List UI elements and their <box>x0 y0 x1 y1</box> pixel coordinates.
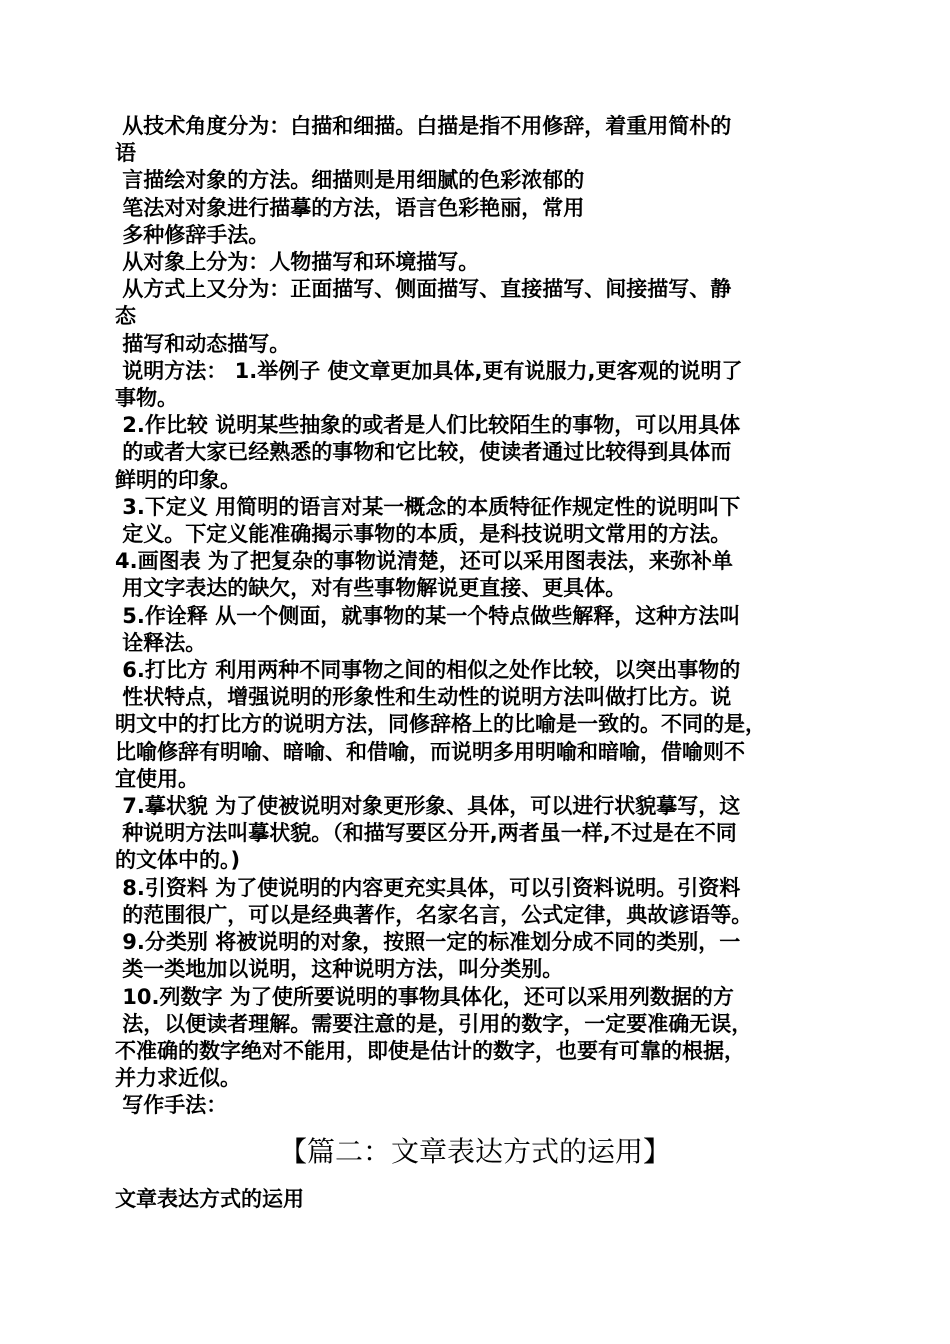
text-line: 4.画图表 为了把复杂的事物说清楚，还可以采用图表法，来弥补单 <box>115 549 733 574</box>
text-line: 从对象上分为：人物描写和环境描写。 <box>115 250 480 275</box>
text-line: 明文中的打比方的说明方法，同修辞格上的比喻是一致的。不同的是， <box>115 712 766 737</box>
text-line: 种说明方法叫摹状貌。（和描写要区分开,两者虽一样,不过是在不同 <box>115 821 737 846</box>
text-line: 不准确的数字绝对不能用，即使是估计的数字，也要有可靠的根据， <box>115 1038 745 1063</box>
text-line: 从技术角度分为：白描和细描。白描是指不用修辞，着重用简朴的 <box>115 114 732 138</box>
text-line: 诠释法。 <box>115 630 207 655</box>
text-line: 描写和动态描写。 <box>115 331 291 356</box>
text-line: 用文字表达的缺欠，对有些事物解说更直接、更具体。 <box>115 576 627 601</box>
text-line: 多种修辞手法。 <box>115 222 270 247</box>
text-line: 的范围很广，可以是经典著作，名家名言，公式定律，典故谚语等。 <box>115 902 753 927</box>
text-line: 的文体中的。) <box>115 848 241 873</box>
text-line: 3.下定义 用简明的语言对某一概念的本质特征作规定性的说明叫下 <box>115 494 741 519</box>
text-line: 鲜明的印象。 <box>115 467 241 492</box>
text-line: 2.作比较 说明某些抽象的或者是人们比较陌生的事物，可以用具体 <box>115 413 741 438</box>
text-line: 10.列数字 为了使所要说明的事物具体化，还可以采用列数据的方 <box>115 984 734 1009</box>
text-line: 6.打比方 利用两种不同事物之间的相似之处作比较，以突出事物的 <box>115 658 741 683</box>
text-line: 定义。下定义能准确揭示事物的本质，是科技说明文常用的方法。 <box>115 522 732 547</box>
text-line: 言描绘对象的方法。细描则是用细腻的色彩浓郁的 <box>115 168 585 193</box>
text-line: 法，以便读者理解。需要注意的是，引用的数字，一定要准确无误， <box>115 1011 753 1036</box>
section-heading: 【篇二：文章表达方式的运用】 <box>278 1135 671 1168</box>
text-line: 8.引资料 为了使说明的内容更充实具体，可以引资料说明。引资料 <box>115 875 741 900</box>
body-text <box>115 113 845 1120</box>
text-line: 语 <box>115 141 136 166</box>
text-line: 态 <box>115 304 136 329</box>
text-line: 事物。 <box>115 386 178 411</box>
text-line: 9.分类别 将被说明的对象，按照一定的标准划分成不同的类别，一 <box>115 930 741 955</box>
text-line: 笔法对对象进行描摹的方法，语言色彩艳丽，常用 <box>115 195 585 220</box>
text-line: 说明方法： 1.举例子 使文章更加具体,更有说服力,更客观的说明了 <box>115 358 743 383</box>
text-line: 写作手法： <box>115 1093 228 1118</box>
text-line: 7.摹状貌 为了使被说明对象更形象、具体，可以进行状貌摹写，这 <box>115 794 741 819</box>
text-line: 宜使用。 <box>115 766 199 791</box>
text-line: 的或者大家已经熟悉的事物和它比较，使读者通过比较得到具体而 <box>115 440 732 465</box>
text-line: 从方式上又分为：正面描写、侧面描写、直接描写、间接描写、静 <box>115 277 732 302</box>
text-line: 性状特点，增强说明的形象性和生动性的说明方法叫做打比方。说 <box>115 685 732 710</box>
text-line: 5.作诠释 从一个侧面，就事物的某一个特点做些解释，这种方法叫 <box>115 603 741 628</box>
section-subheading: 文章表达方式的运用 <box>115 1187 304 1211</box>
text-line: 类一类地加以说明，这种说明方法，叫分类别。 <box>115 957 564 982</box>
text-line: 比喻修辞有明喻、暗喻、和借喻，而说明多用明喻和暗喻，借喻则不 <box>115 739 745 764</box>
text-line: 并力求近似。 <box>115 1066 241 1091</box>
